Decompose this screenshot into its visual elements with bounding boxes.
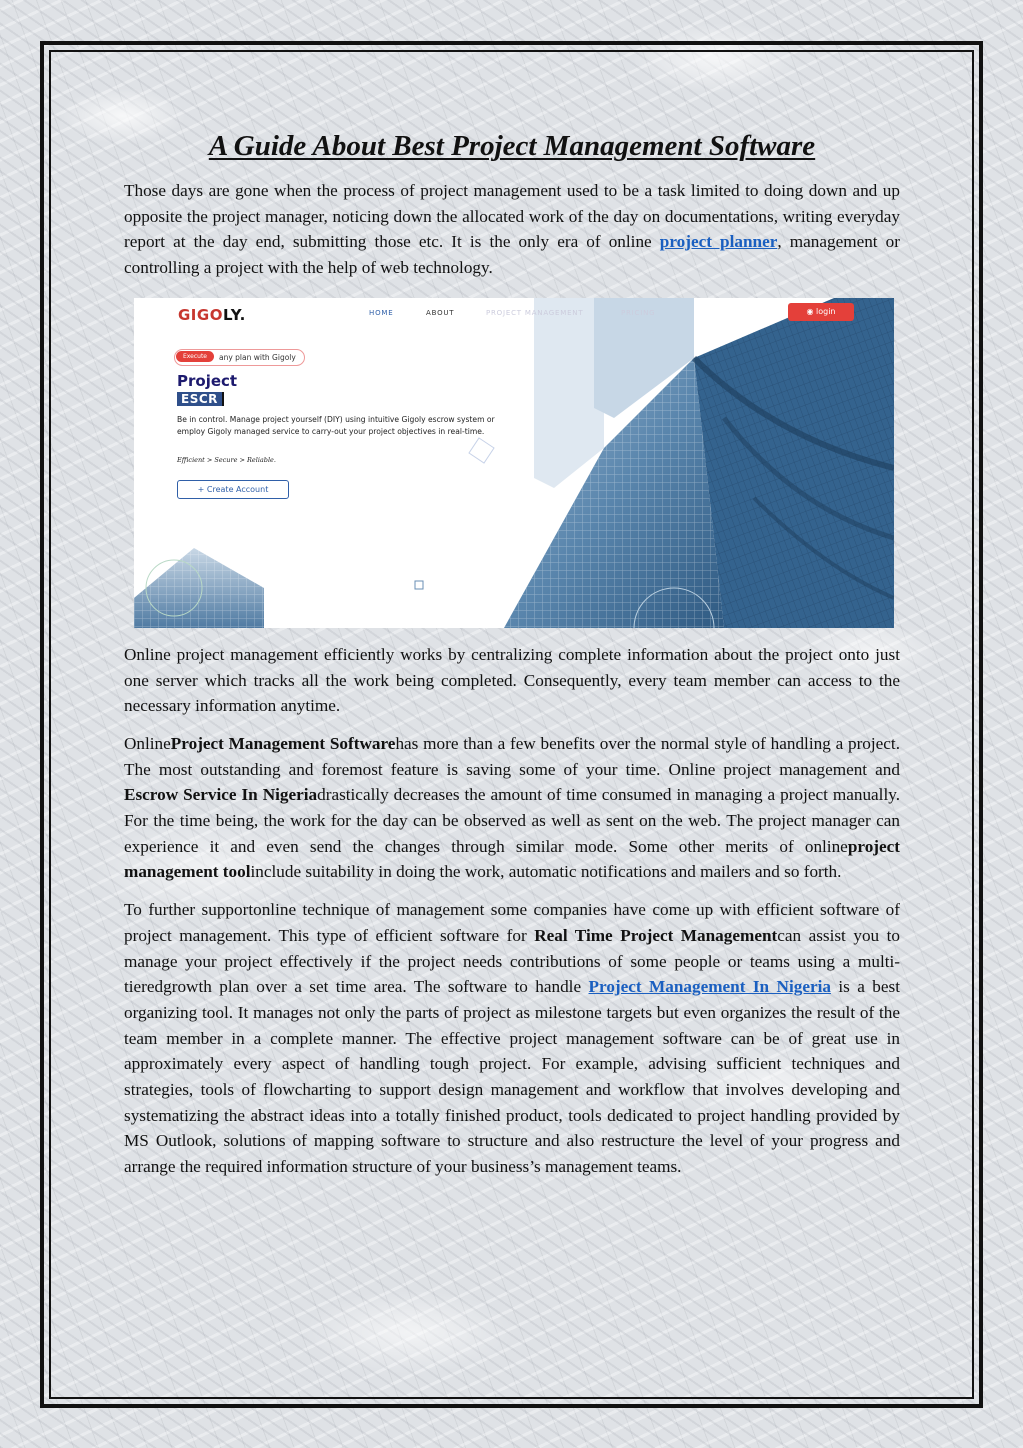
document-title: A Guide About Best Project Management Software xyxy=(208,130,816,162)
lock-icon: ◉ xyxy=(806,306,817,316)
benefits-bold-software: Project Management Software xyxy=(170,733,396,753)
nav-project-management: PROJECT MANAGEMENT xyxy=(486,308,584,317)
gigoly-logo-dark: LY. xyxy=(222,305,246,324)
paragraph-intro-text-b: , management or controlling a project with the help of web technology. xyxy=(124,232,900,278)
benefits-bold-tool: project management tool xyxy=(124,836,900,882)
nav-home: HOME xyxy=(369,308,394,317)
login-button xyxy=(788,303,854,321)
execute-badge: Execute xyxy=(176,351,214,362)
create-account-button: + Create Account xyxy=(177,480,289,499)
gigoly-logo xyxy=(178,306,246,324)
gigoly-website-screenshot xyxy=(134,298,894,628)
gigoly-logo-red: GIGO xyxy=(178,305,223,324)
realtime-text-2: can assist you to manage your project effectively if the project needs contributions of some people or teams using a multi-tieredgrowth plan over a set time area. The software to handle xyxy=(124,925,901,997)
realtime-text-3: is a best organizing tool. It manages not only the parts of project as milestone targets but even organizes the result of the team member in a complete manner. The effective project management software can be of great use in approximately every aspect of handling tough project. For example, advising sufficient techniques and strategies, tools of flowcharting to support design management and workflow that involves developing and systematizing the abstract ideas into a totally finished product, tools dedicated to project handling provided by MS Outlook, solutions of mapping software to structure and also restructure the level of your progress and arrange the required information structure of your business’s management teams. xyxy=(124,977,900,1177)
benefits-text-4: include suitability in doing the work, automatic notifications and mailers and so forth. xyxy=(250,862,842,882)
nav-pricing: PRICING xyxy=(621,308,656,317)
hero-tagline: Efficient > Secure > Reliable. xyxy=(177,455,276,464)
hero-subheading: ESCR xyxy=(177,392,224,406)
hero-heading: Project xyxy=(177,371,238,390)
project-management-nigeria-link[interactable]: Project Management In Nigeria xyxy=(588,977,831,997)
benefits-bold-escrow: Escrow Service In Nigeria xyxy=(124,785,318,805)
realtime-bold: Real Time Project Management xyxy=(534,925,778,945)
paragraph-benefits xyxy=(124,731,900,885)
benefits-text-3: drastically decreases the amount of time consumed in managing a project manually. For the time being, the work for the day can be observed as well as sent on the web. The project manager can experience it and even send the changes through similar mode. Some other merits of online xyxy=(124,785,900,856)
realtime-text-1: To further supportonline technique of management some companies have come up with efficient software of project management. This type of efficient software for xyxy=(124,900,900,945)
project-planner-link[interactable]: project planner xyxy=(659,232,778,252)
execute-pill xyxy=(174,349,305,366)
benefits-text-1: Online xyxy=(124,733,171,753)
paragraph-realtime xyxy=(124,897,900,1180)
paragraph-intro xyxy=(124,178,900,281)
paragraph-centralizing: Online project management efficiently works by centralizing complete information about the project onto just one server which tracks all the work being completed. Consequently, every team member can access to the necessary information anytime. xyxy=(124,644,900,716)
login-label: login xyxy=(816,306,836,316)
benefits-text-2: has more than a few benefits over the normal style of handling a project. The most outstanding and foremost feature is saving some of your time. Online project management and xyxy=(124,733,900,779)
execute-pill-text: any plan with Gigoly xyxy=(219,352,296,362)
hero-description: Be in control. Manage project yourself (DIY) using intuitive Gigoly escrow system or employ Gigoly managed service to carry-out your project objectives in real-time. xyxy=(177,414,495,437)
paragraph-intro-text-a: Those days are gone when the process of project management used to be a task limited to doing down and up opposite the project manager, noticing down the allocated work of the day on documentations, writing everyday report at the day end, submitting those etc. It is the only era of online xyxy=(124,181,900,252)
document-body xyxy=(124,128,900,1192)
nav-about: ABOUT xyxy=(426,308,455,317)
